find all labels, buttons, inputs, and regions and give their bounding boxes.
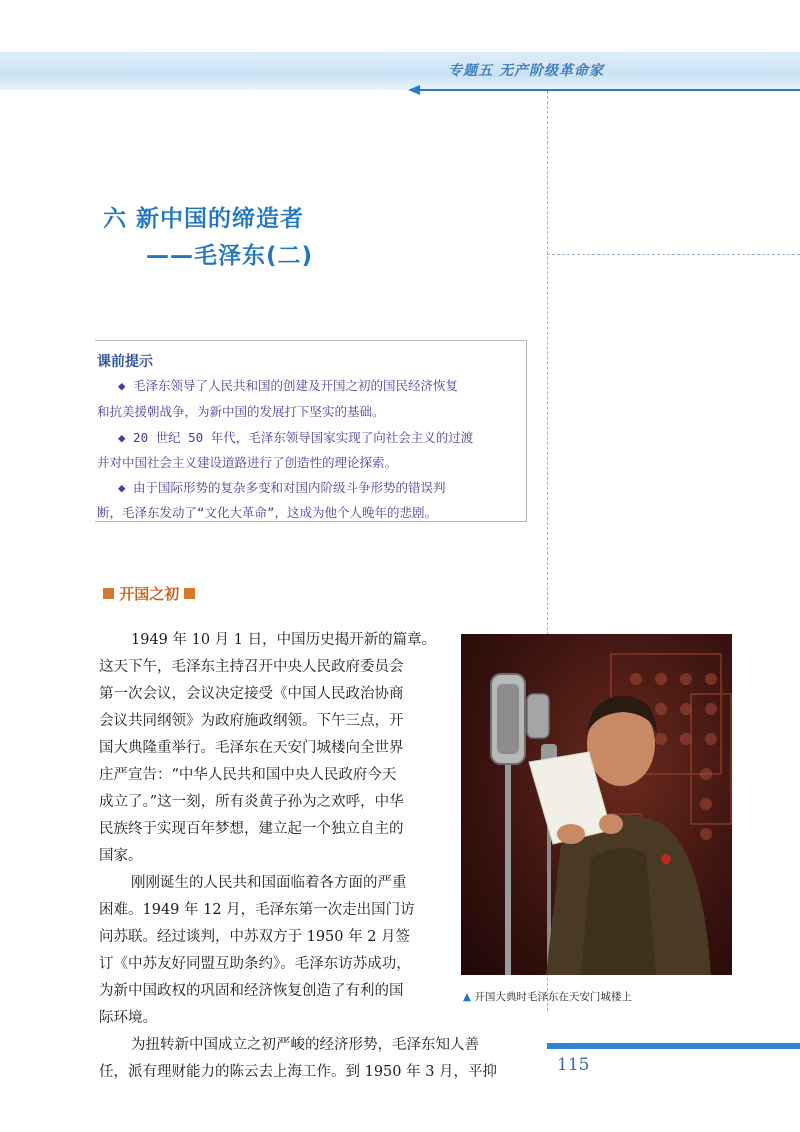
tip-line: 断，毛泽东发动了“文化大革命”，这成为他个人晚年的悲剧。 <box>97 505 438 520</box>
page-number: 115 <box>557 1055 590 1075</box>
body-line: 订《中苏友好同盟互助条约》。毛泽东访苏成功， <box>99 956 411 972</box>
tip-line: ◆ 20 世纪 50 年代，毛泽东领导国家实现了向社会主义的过渡 <box>118 430 474 445</box>
header-arrow-icon <box>408 85 420 95</box>
body-line: 困难。1949 年 12 月，毛泽东第一次走出国门访 <box>99 902 415 918</box>
body-line: 1949 年 10 月 1 日，中国历史揭开新的篇章。 <box>131 632 437 648</box>
tip-line: 和抗美援朝战争，为新中国的发展打下坚实的基础。 <box>97 404 385 419</box>
footer-bar <box>547 1043 800 1049</box>
caption-text: 开国大典时毛泽东在天安门城楼上 <box>474 991 632 1003</box>
body-line: 国家。 <box>99 848 143 864</box>
lesson-title: 六 新中国的缔造者 <box>103 206 305 232</box>
header-rule <box>420 89 800 91</box>
triangle-icon: ▲ <box>463 991 472 1003</box>
body-line: 际环境。 <box>99 1010 157 1026</box>
body-line: 成立了。”这一刻，所有炎黄子孙为之欢呼，中华 <box>99 794 404 810</box>
body-line: 这天下午，毛泽东主持召开中央人民政府委员会 <box>99 659 404 675</box>
tip-line: 并对中国社会主义建设道路进行了创造性的理论探索。 <box>97 455 398 470</box>
tips-border-right <box>526 340 527 521</box>
section-title: 开国之初 <box>119 585 180 603</box>
body-line: 问苏联。经过谈判，中苏双方于 1950 年 2 月签 <box>99 929 411 945</box>
body-line: 为扭转新中国成立之初严峻的经济形势，毛泽东知人善 <box>131 1037 479 1053</box>
body-line: 为新中国政权的巩固和经济恢复创造了有利的国 <box>99 983 404 999</box>
tips-border-bottom <box>95 521 527 522</box>
section-heading <box>103 583 195 604</box>
square-bullet-icon <box>184 588 195 599</box>
body-line: 会议共同纲领》为政府施政纲领。下午三点，开 <box>99 713 404 729</box>
lesson-subtitle: ——毛泽东(二) <box>146 243 314 269</box>
tip-line: ◆ 毛泽东领导了人民共和国的创建及开国之初的国民经济恢复 <box>118 378 459 393</box>
photo-caption <box>463 989 632 1004</box>
body-line: 民族终于实现百年梦想，建立起一个独立自主的 <box>99 821 404 837</box>
chapter-header: 专题五 无产阶级革命家 <box>448 63 604 79</box>
tips-heading: 课前提示 <box>97 354 153 370</box>
body-line: 刚刚诞生的人民共和国面临着各方面的严重 <box>131 875 407 891</box>
margin-divider-horizontal <box>547 254 800 255</box>
header-band <box>0 52 800 90</box>
body-line: 庄严宣告：“中华人民共和国中央人民政府今天 <box>99 767 397 783</box>
tip-line: ◆ 由于国际形势的复杂多变和对国内阶级斗争形势的错误判 <box>118 480 446 495</box>
body-line: 任，派有理财能力的陈云去上海工作。到 1950 年 3 月，平抑 <box>99 1064 498 1080</box>
body-line: 国大典隆重举行。毛泽东在天安门城楼向全世界 <box>99 740 404 756</box>
photo-illustration <box>461 634 732 975</box>
historical-photo <box>461 634 732 975</box>
body-line: 第一次会议，会议决定接受《中国人民政治协商 <box>99 686 404 702</box>
square-bullet-icon <box>103 588 114 599</box>
tips-border-top <box>95 340 527 341</box>
